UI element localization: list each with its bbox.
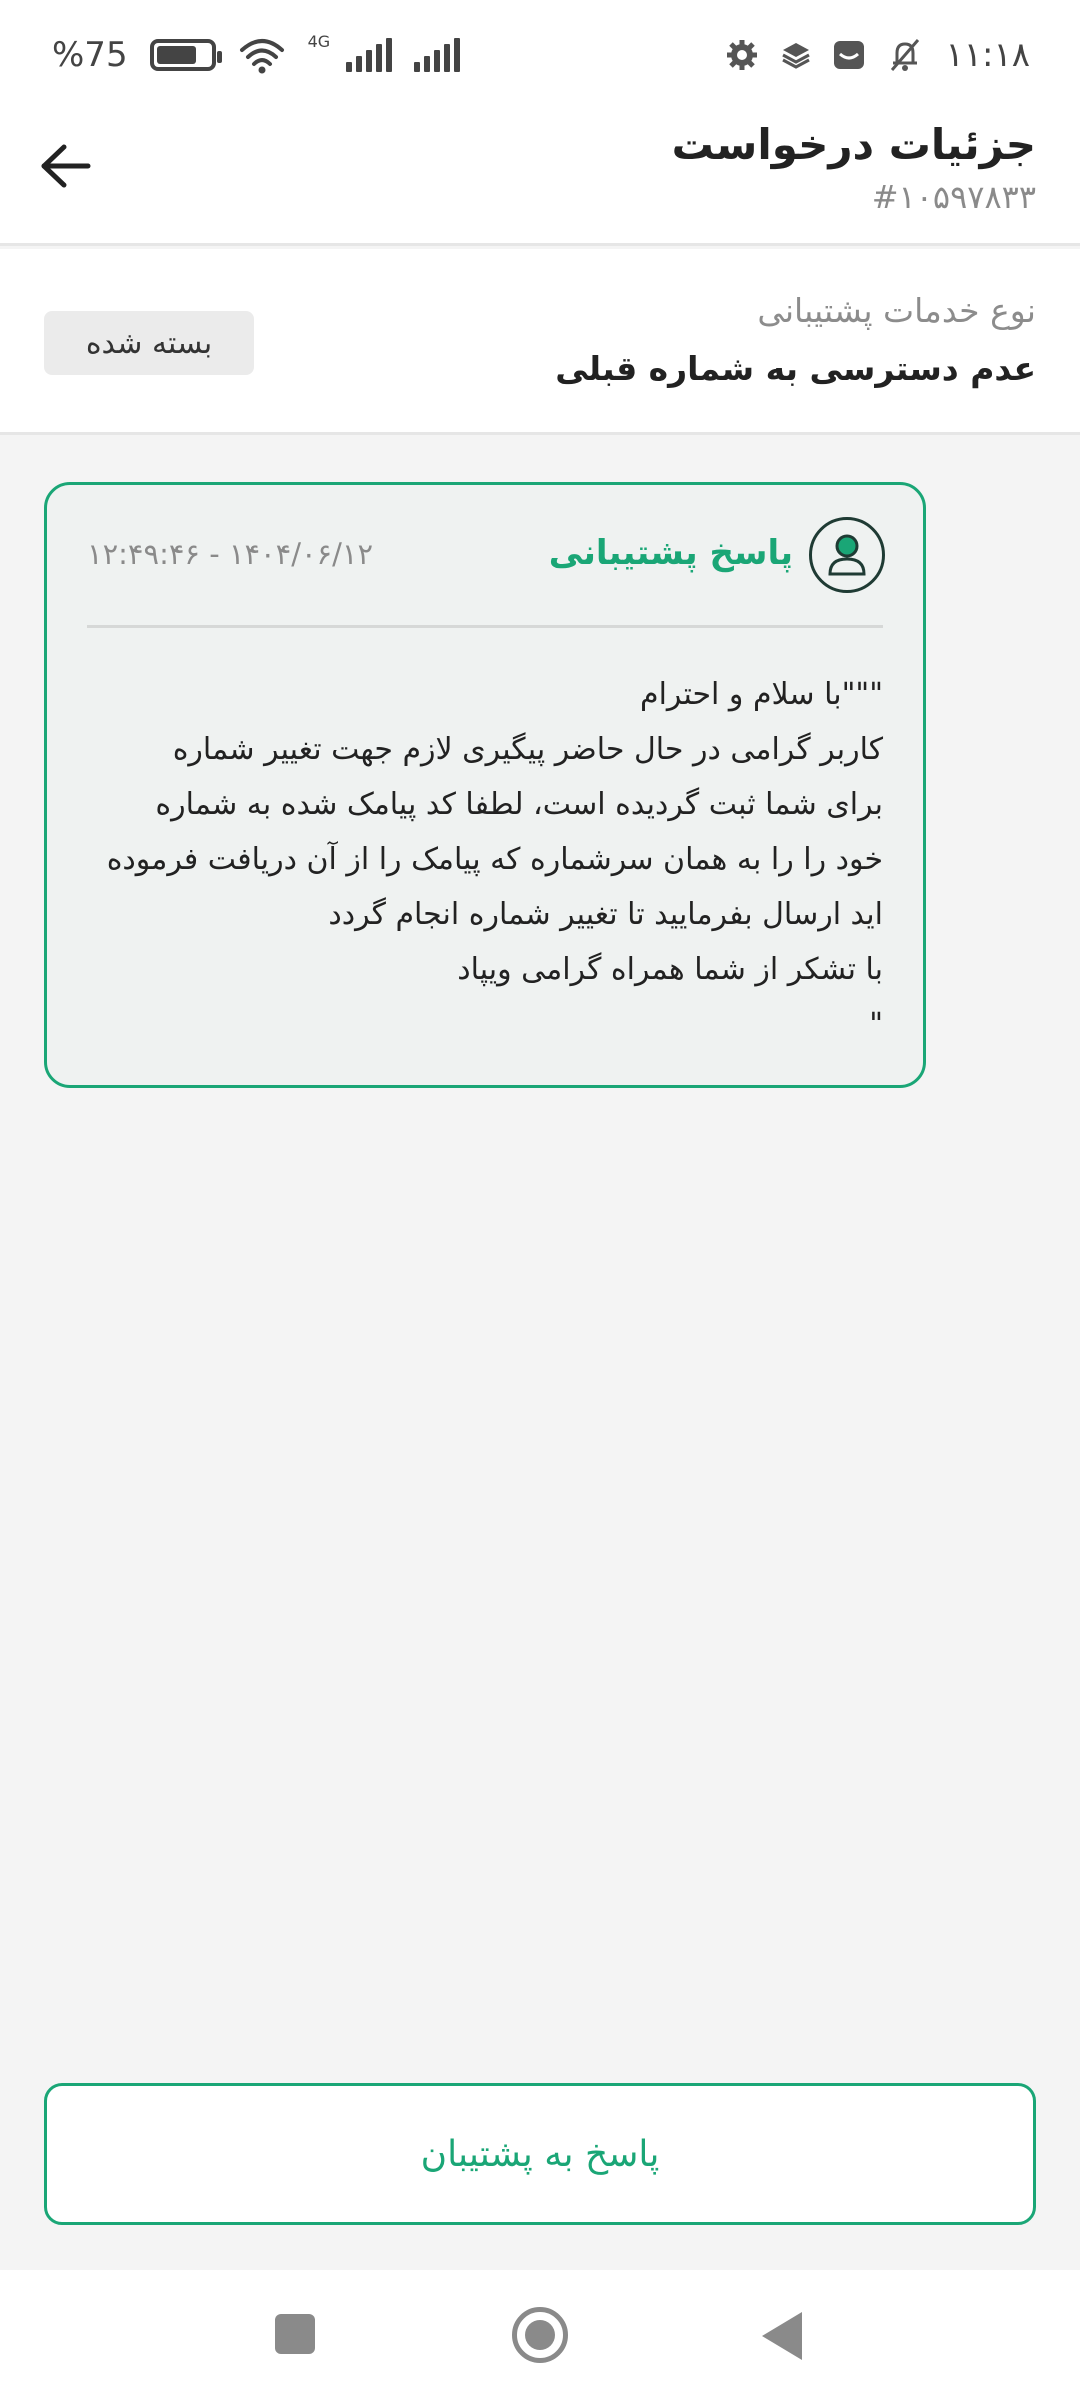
reply-line: """با سلام و احترام [640,677,883,712]
page-title: جزئیات درخواست [671,120,1036,169]
back-button[interactable] [34,134,98,198]
reply-line: " [869,1007,883,1042]
ticket-info-section [0,249,1080,435]
support-reply-card [44,482,926,1088]
signal-strength-icon [346,38,392,72]
clock-time: ۱۱:۱۸ [945,35,1030,75]
reply-line: برای شما ثبت گردیده است، لطفا کد پیامک شده به شماره [155,787,883,822]
status-bar-right [725,35,1030,75]
system-back-icon[interactable] [762,2312,802,2360]
battery-fill [157,46,196,64]
signal-strength-icon-2 [414,38,460,72]
status-bar [0,0,1080,110]
bottom-action-panel [0,2060,1080,2270]
reply-body [87,667,883,1052]
network-type: 4G [307,31,331,51]
service-type-value: عدم دسترسی به شماره قبلی [555,349,1036,388]
service-type-label: نوع خدمات پشتیبانی [757,291,1036,330]
reply-line: اید ارسال بفرمایید تا تغییر شماره انجام گردد [328,897,883,932]
battery-icon [150,39,216,71]
card-divider [87,625,883,628]
arrow-left-icon [40,143,92,189]
reply-line: کاربر گرامی در حال حاضر پیگیری لازم جهت تغییر شماره [172,732,883,767]
system-navigation-bar [0,2270,1080,2400]
inbox-icon [833,40,865,70]
settings-gear-icon [725,38,759,72]
user-avatar-icon [809,517,885,593]
reply-line: با تشکر از شما همراه گرامی ویپاد [457,952,883,987]
status-badge: بسته شده [44,311,254,375]
wifi-icon [238,36,286,74]
layers-icon [781,40,811,70]
recent-apps-icon[interactable] [275,2314,315,2354]
reply-to-support-button[interactable]: پاسخ به پشتیبان [44,2083,1036,2225]
home-dot [525,2320,555,2350]
status-bar-left [52,31,460,75]
reply-line: خود را را به همان سرشماره که پیامک را از آن دریافت فرموده [106,842,883,877]
bell-muted-icon [887,37,923,73]
ticket-number: #۱۰۵۹۷۸۳۳ [871,178,1036,216]
reply-author: پاسخ پشتیبانی [548,533,793,573]
reply-datetime: ۱۴۰۴/۰۶/۱۲ - ۱۲:۴۹:۴۶ [87,537,374,571]
battery-percent: %75 [52,35,128,75]
home-icon[interactable] [512,2307,568,2363]
app-header [0,110,1080,246]
